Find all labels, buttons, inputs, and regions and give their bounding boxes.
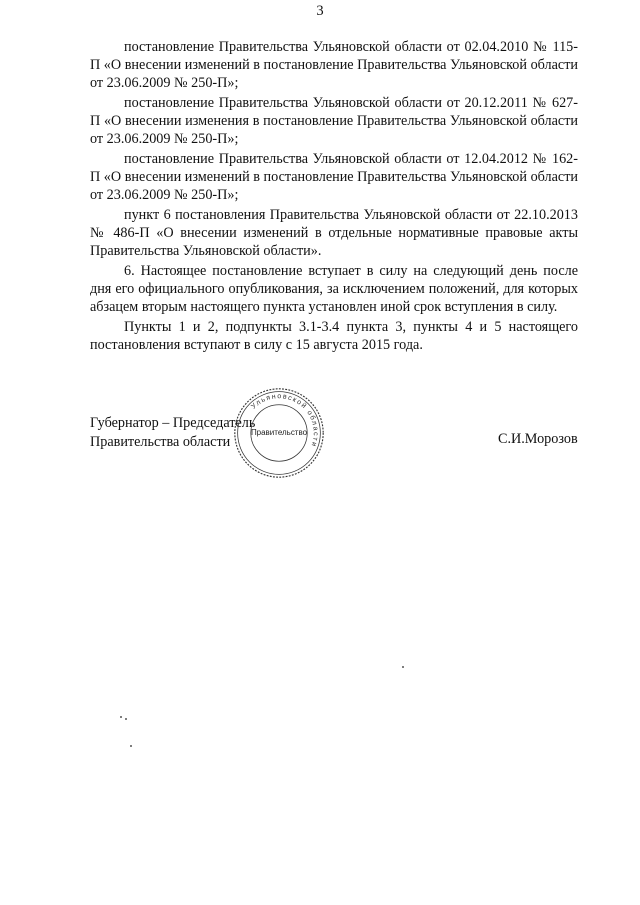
seal-center-text: Правительство [250, 427, 308, 437]
signature-position [90, 414, 255, 452]
svg-text:Ульяновской области [250, 393, 319, 448]
document-body [90, 38, 578, 356]
page-number: 3 [316, 3, 324, 19]
paragraph-resolution-162: постановление Правительства Ульяновской области от 12.04.2012 № 162-П «О внесении изменений в постановление Правительства Ульяновской области от 23.06.2009 № 250-П»; [90, 151, 578, 203]
official-seal-stamp [232, 386, 326, 480]
scan-speck [130, 745, 132, 747]
signature-position-line1: Губернатор – Председатель [90, 415, 256, 431]
paragraph-effective-date: Пункты 1 и 2, подпункты 3.1-3.4 пункта 3, пункты 4 и 5 настоящего постановления вступают в силу с 15 августа 2015 года. [90, 319, 578, 353]
paragraph-resolution-627: постановление Правительства Ульяновской области от 20.12.2011 № 627-П «О внесении изменения в постановление Правительства Ульяновской области от 23.06.2009 № 250-П»; [90, 95, 578, 147]
signatory-name: С.И.Морозов [498, 431, 578, 447]
paragraph-resolution-115: постановление Правительства Ульяновской области от 02.04.2010 № 115-П «О внесении изменений в постановление Правительства Ульяновской области от 23.06.2009 № 250-П»; [90, 39, 578, 91]
scan-speck [125, 718, 127, 720]
paragraph-resolution-486: пункт 6 постановления Правительства Ульяновской области от 22.10.2013 № 486-П «О внесении изменений в отдельные нормативные правовые акты Правительства Ульяновской области». [90, 207, 578, 259]
signature-position-line2: Правительства области [90, 434, 231, 450]
seal-ring-text: Ульяновской области [250, 393, 319, 449]
scan-speck [120, 716, 122, 718]
paragraph-item-6: 6. Настоящее постановление вступает в силу на следующий день после дня его официального опубликования, за исключением положений, для которых абзацем вторым настоящего пункта установлен иной срок вступления в силу. [90, 263, 578, 315]
scan-speck [402, 666, 404, 668]
